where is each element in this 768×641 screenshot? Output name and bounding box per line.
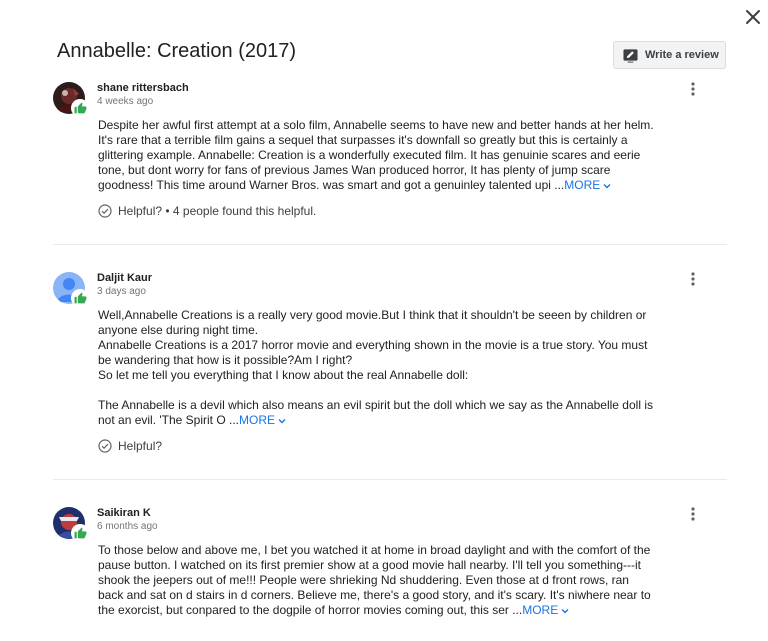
review-line: Well,Annabelle Creations is a really very good movie.But I think that it shouldn't be seeen by children or (98, 308, 647, 322)
helpful-row (98, 204, 316, 218)
more-label: MORE (564, 178, 601, 192)
check-circle-icon[interactable] (98, 204, 112, 218)
more-label: MORE (239, 413, 276, 427)
close-button[interactable] (741, 5, 765, 29)
helpful-text: Helpful? (118, 439, 163, 453)
review-line-last (98, 413, 710, 428)
review-text (98, 308, 710, 428)
thumb-up-icon (74, 102, 87, 115)
dialog-title: Annabelle: Creation (2017) (57, 40, 297, 62)
review-line-text: the exorcist, but conpared to the dogpile of horror movies coming out, this ser ... (98, 603, 523, 617)
review-item (53, 507, 727, 637)
more-options-button[interactable] (685, 271, 701, 287)
write-review-label: Write a review (645, 49, 719, 61)
thumb-up-icon (74, 527, 87, 540)
write-review-button[interactable] (613, 41, 726, 69)
review-item (53, 82, 727, 232)
review-line: So let me tell you everything that I know about the real Annabelle doll: (98, 368, 469, 382)
more-vert-icon (685, 81, 701, 97)
review-author[interactable]: shane rittersbach (97, 82, 189, 94)
review-line-text: not an evil. 'The Spirit O ... (98, 413, 240, 427)
more-vert-icon (685, 506, 701, 522)
review-line: pause button. I watched on its first premier show at a good movie hall nearby. I'll tell you something---it (98, 558, 641, 572)
review-date: 6 months ago (97, 521, 158, 532)
review-date: 4 weeks ago (97, 96, 154, 107)
review-text (98, 118, 710, 193)
review-line: anyone else during night time. (98, 323, 259, 337)
more-vert-icon (685, 271, 701, 287)
review-date: 3 days ago (97, 286, 146, 297)
review-author[interactable]: Daljit Kaur (97, 272, 153, 284)
review-line: Despite her awful first attempt at a solo film, Annabelle seems to have new and better hands at her helm. (98, 118, 654, 132)
more-options-button[interactable] (685, 81, 701, 97)
review-line: The Annabelle is a devil which also means an evil spirit but the doll which we say as the Annabelle doll is (98, 398, 653, 412)
review-item (53, 272, 727, 462)
review-line-last (98, 603, 710, 618)
review-line: It's rare that a terrible film gains a sequel that surpasses it's downfall so greatly but this is certainly a (98, 133, 628, 147)
review-line-text: goodness! This time around Warner Bros. was smart and got a genuinley talented upi ... (98, 178, 565, 192)
review-line: To those below and above me, I bet you watched it at home in broad daylight and with the comfort of the (98, 543, 651, 557)
review-line: be wandering that how is it possible?Am I right? (98, 353, 353, 367)
review-line: back and sat on d stairs in d corners. Believe me, there's a good story, and it's scary. It's niwhere near to (98, 588, 651, 602)
chevron-down-icon (560, 606, 570, 616)
more-label: MORE (522, 603, 559, 617)
thumb-up-icon (74, 292, 87, 305)
helpful-row (98, 439, 162, 453)
review-line: Annabelle Creations is a 2017 horror movie and everything shown in the movie is a true story. You must (98, 338, 648, 352)
close-icon (741, 5, 765, 29)
divider (53, 244, 727, 245)
chevron-down-icon (277, 416, 287, 426)
divider (53, 479, 727, 480)
review-line: shook the jeepers out of me!!! People were shrieking Nd shuddering. Even those at d front rows, ran (98, 573, 629, 587)
chevron-down-icon (602, 181, 612, 191)
review-line: glittering example. Annabelle: Creation is a wonderfully executed film. It has genuinie scares and eerie (98, 148, 641, 162)
more-options-button[interactable] (685, 506, 701, 522)
review-line (98, 383, 710, 398)
more-link[interactable] (522, 603, 570, 617)
pencil-icon (623, 48, 638, 63)
review-author[interactable]: Saikiran K (97, 507, 151, 519)
review-line: tone, but dont worry for fans of previous James Wan produced horror, It has plenty of jump scare (98, 163, 611, 177)
review-line-last (98, 178, 710, 193)
more-link[interactable] (564, 178, 612, 192)
local-guide-badge (71, 524, 89, 542)
check-circle-icon[interactable] (98, 439, 112, 453)
helpful-text: Helpful? • 4 people found this helpful. (118, 204, 317, 218)
local-guide-badge (71, 289, 89, 307)
review-text (98, 543, 710, 618)
local-guide-badge (71, 99, 89, 117)
more-link[interactable] (239, 413, 287, 427)
